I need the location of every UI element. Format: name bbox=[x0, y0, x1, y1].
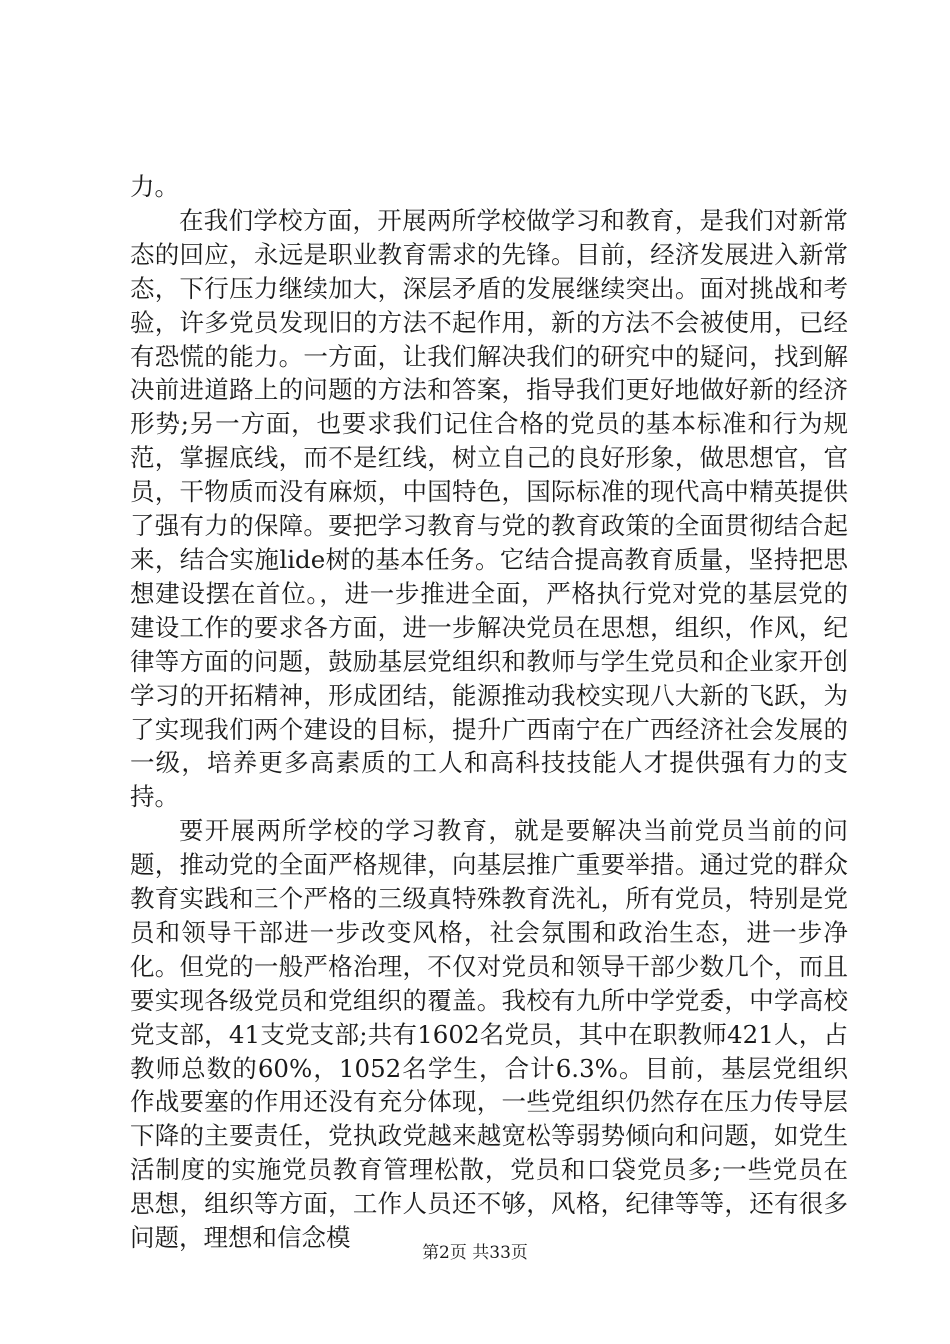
paragraph-1: 力。 bbox=[130, 172, 179, 201]
paragraph-3: 要开展两所学校的学习教育，就是要解决当前党员当前的问题，推动党的全面严格规律，向基层推广重要举措。通过党的群众教育实践和三个严格的三级真特殊教育洗礼，所有党员，特别是党员和领导干部进一步改变风格，社会氛围和政治生态，进一步净化。但党的一般严格治理，不仅对党员和领导干部少数几个，而且要实现各级党员和党组织的覆盖。我校有九所中学党委，中学高校党支部，41支党支部;共有1602名党员，其中在职教师421人，占教师总数的60%，1052名学生，合计6.3%。目前，基层党组织作战要塞的作用还没有充分体现，一些党组织仍然存在压力传导层下降的主要责任，党执政党越来越宽松等弱势倾向和问题，如党生活制度的实施党员教育管理松散，党员和口袋党员多;一些党员在思想，组织等方面，工作人员还不够，风格，纪律等等，还有很多问题，理想和信念模 bbox=[130, 816, 848, 1253]
body-text bbox=[130, 170, 848, 1255]
paragraph-2: 在我们学校方面，开展两所学校做学习和教育，是我们对新常态的回应，永远是职业教育需求的先锋。目前，经济发展进入新常态，下行压力继续加大，深层矛盾的发展继续突出。面对挑战和考验，许多党员发现旧的方法不起作用，新的方法不会被使用，已经有恐慌的能力。一方面，让我们解决我们的研究中的疑问，找到解决前进道路上的问题的方法和答案，指导我们更好地做好新的经济形势;另一方面，也要求我们记住合格的党员的基本标准和行为规范，掌握底线，而不是红线，树立自己的良好形象，做思想官，官员，干物质而没有麻烦，中国特色，国际标准的现代高中精英提供了强有力的保障。要把学习教育与党的教育政策的全面贯彻结合起来，结合实施lide树的基本任务。它结合提高教育质量，坚持把思想建设摆在首位。，进一步推进全面，严格执行党对党的基层党的建设工作的要求各方面，进一步解决党员在思想，组织，作风，纪律等方面的问题，鼓励基层党组织和教师与学生党员和企业家开创学习的开拓精神，形成团结，能源推动我校实现八大新的飞跃，为了实现我们两个建设的目标，提升广西南宁在广西经济社会发展的一级，培养更多高素质的工人和高科技技能人才提供强有力的支持。 bbox=[130, 205, 848, 812]
page-footer: 第2页 共33页 bbox=[422, 1243, 528, 1263]
